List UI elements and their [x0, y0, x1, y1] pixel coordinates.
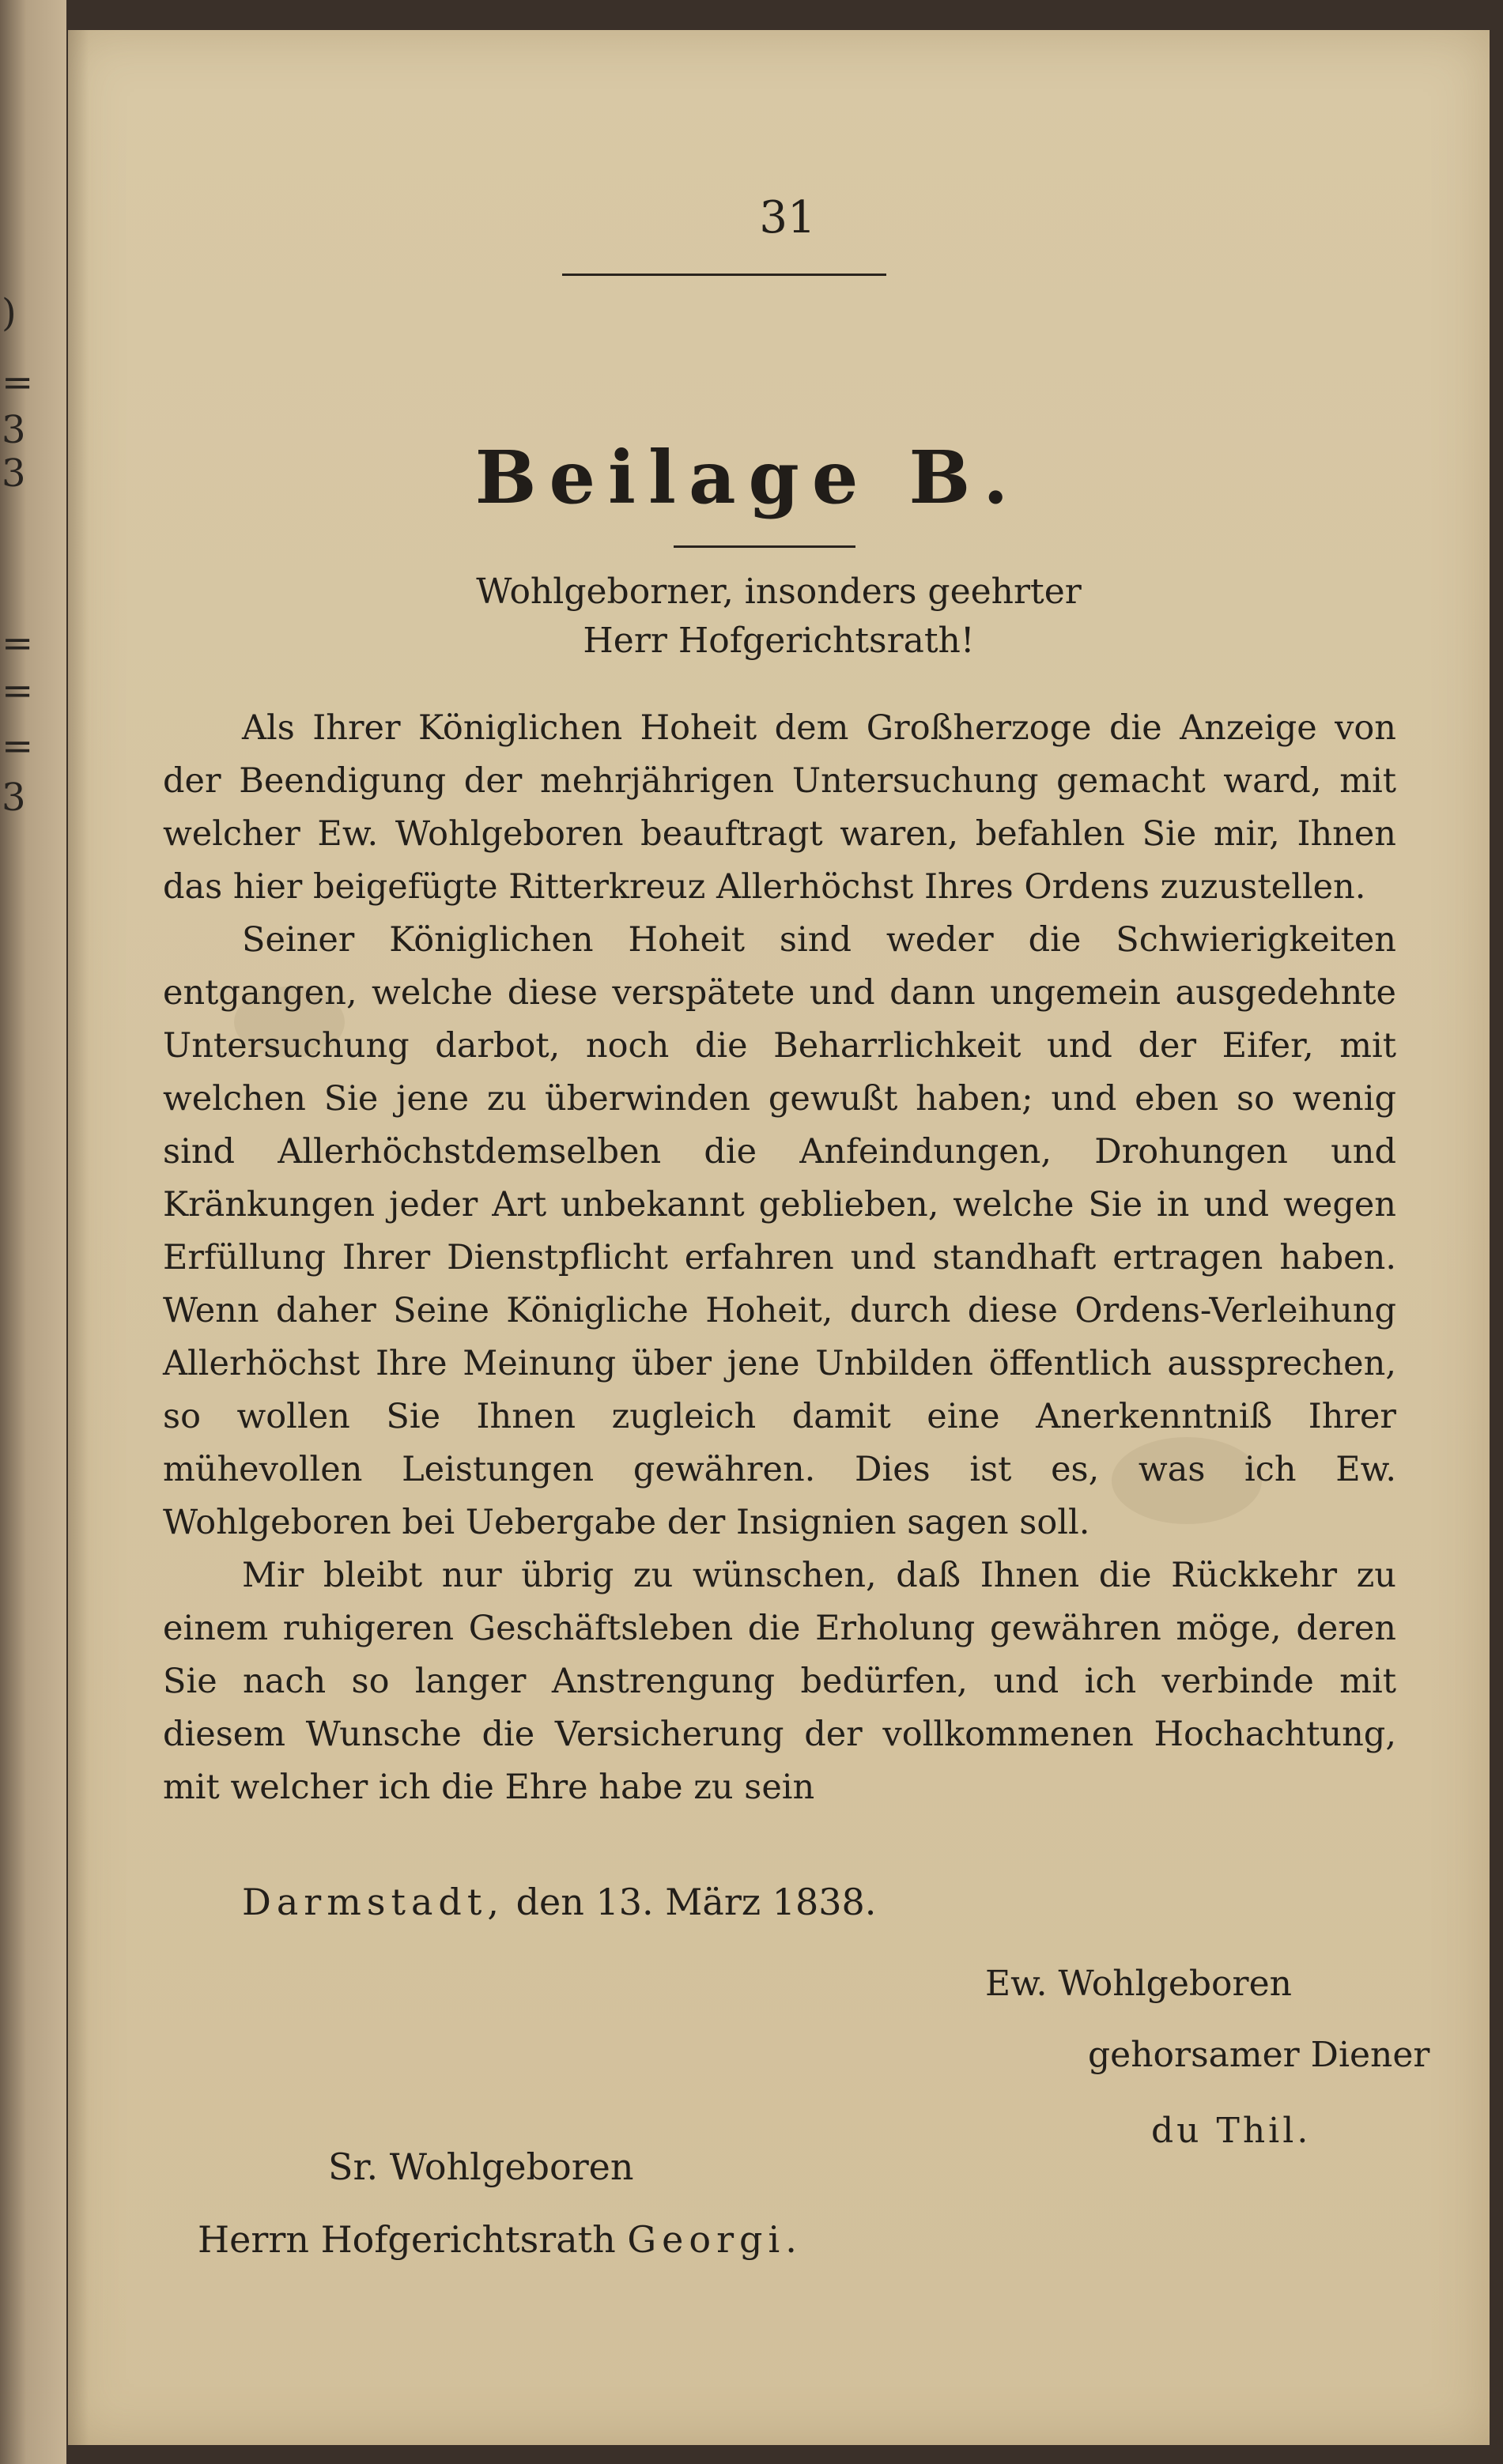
section-heading: Beilage B.: [474, 435, 1022, 520]
margin-bleed-glyph: 3: [2, 451, 26, 496]
header-rule: [562, 274, 886, 276]
salutation-line: Herr Hofgerichtsrath!: [583, 621, 975, 661]
dateline-date: den 13. März 1838.: [515, 1881, 877, 1923]
signature: du Thil.: [1151, 2111, 1312, 2151]
margin-bleed-glyph: =: [2, 669, 34, 713]
heading-rule: [674, 545, 855, 548]
body-paragraph: Mir bleibt nur übrig zu wünschen, daß Ihnen die Rückkehr zu einem ruhigeren Geschäftsleben die Erholung gewähren möge, deren Sie nach so langer Anstrengung bedürfen, und ich verbinde mit diesem Wunsche die Versicherung der vollkommenen Hochachtung, mit welcher ich die Ehre habe zu sein: [163, 1556, 1396, 1807]
dateline-place: Darmstadt,: [242, 1881, 504, 1923]
margin-bleed-glyph: =: [2, 724, 34, 768]
page-number: 31: [759, 192, 816, 243]
body-paragraph: Seiner Königlichen Hoheit sind weder die Schwierigkeiten entgangen, welche diese verspätete und dann ungemein ausgedehnte Untersuchung darbot, noch die Beharrlichkeit und der Eifer, mit welchen Sie jene zu überwinden gewußt haben; und eben so wenig sind Allerhöchstdemselben die Anfeindungen, Drohungen und Kränkungen jeder Art unbekannt geblieben, welche Sie in und wegen Erfüllung Ihrer Dienstpflicht erfahren und standhaft ertragen haben. Wenn daher Seine Königliche Hoheit, durch diese Ordens-Verleihung Allerhöchst Ihre Meinung über jene Unbilden öffentlich aussprechen, so wollen Sie Ihnen zugleich damit eine Anerkenntniß Ihrer mühevollen Leistungen gewähren. Dies ist es, was ich Ew. Wohlgeboren bei Uebergabe der Insignien sagen soll.: [163, 920, 1396, 1542]
address-line: [198, 2218, 802, 2261]
salutation-line: Wohlgeborner, insonders geehrter: [476, 572, 1082, 612]
dateline: [242, 1881, 1112, 1923]
address-title: Herrn Hofgerichtsrath: [198, 2218, 616, 2261]
recipient-name: Georgi.: [627, 2218, 802, 2261]
body-paragraph: Als Ihrer Königlichen Hoheit dem Großherzoge die Anzeige von der Beendigung der mehrjährigen Untersuchung gemacht ward, mit welcher Ew. Wohlgeboren beauftragt waren, befahlen Sie mir, Ihnen das hier beigefügte Ritterkreuz Allerhöchst Ihres Ordens zuzustellen.: [163, 708, 1396, 907]
margin-bleed-glyph: =: [2, 621, 34, 666]
margin-bleed-glyph: =: [2, 360, 34, 405]
margin-bleed-glyph: ): [2, 291, 17, 335]
letter-body: [163, 702, 1396, 1814]
margin-bleed-glyph: 3: [2, 775, 26, 820]
address-line: Sr. Wohlgeboren: [328, 2145, 634, 2188]
closing-line: Ew. Wohlgeboren: [985, 1964, 1292, 2004]
closing-line: gehorsamer Diener: [1088, 2035, 1430, 2075]
margin-bleed-glyph: 3: [2, 408, 26, 452]
previous-page-edge: [0, 0, 66, 2464]
page-sheet: [68, 30, 1490, 2445]
